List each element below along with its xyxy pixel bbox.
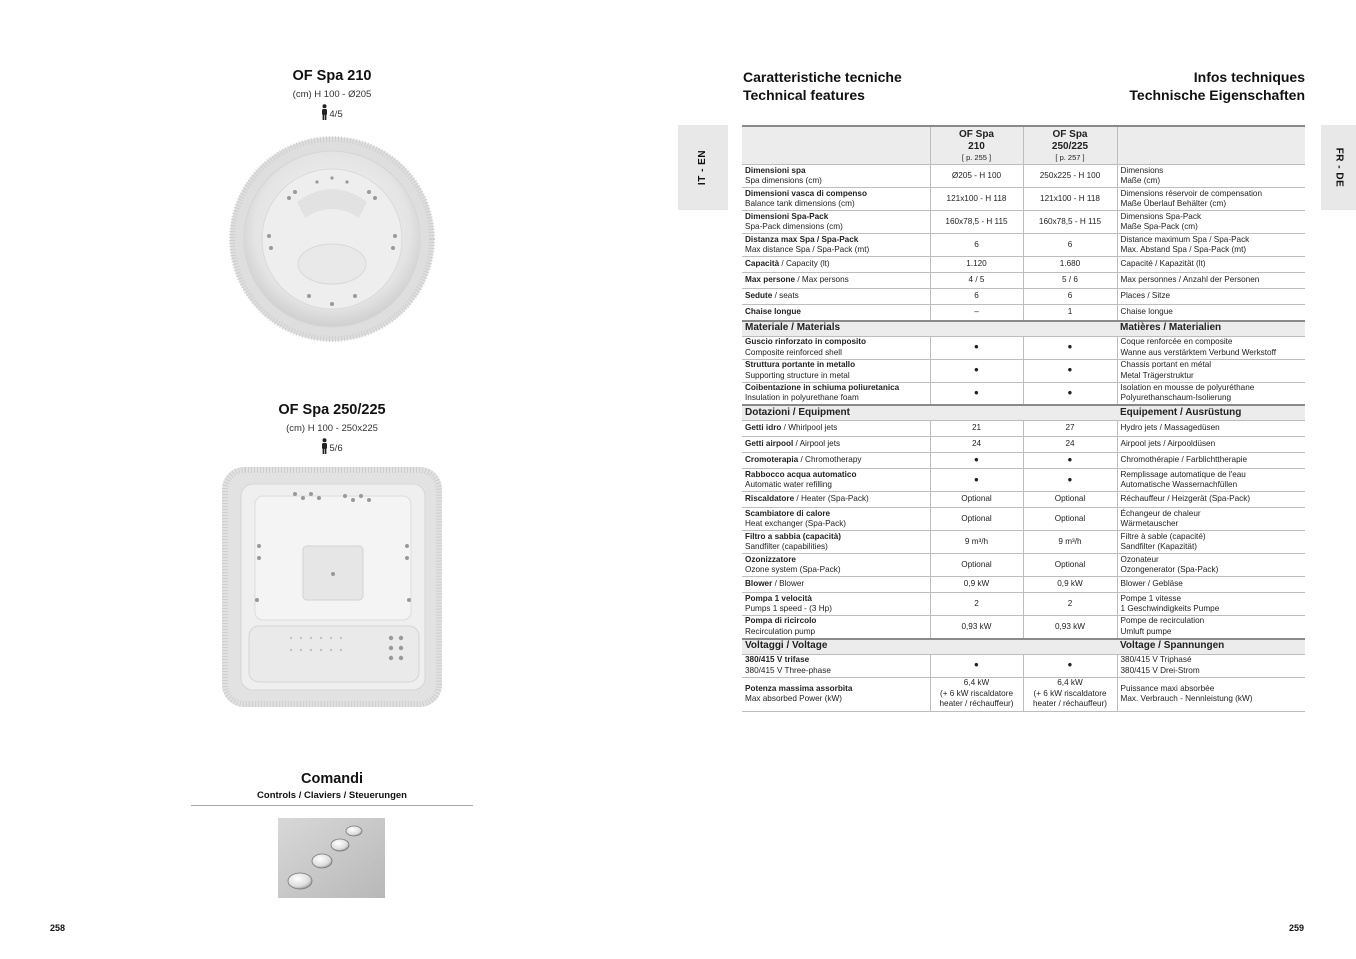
table-row [742,382,1305,405]
value-spa-250: 6 [1023,234,1117,257]
feature-italian: 380/415 V trifase [745,655,810,664]
tab-label: FR - DE [1333,147,1345,188]
value-spa-210: 121x100 - H 118 [930,188,1023,211]
feature-english: Supporting structure in metal [745,370,850,380]
table-row [742,234,1305,257]
value-spa-210: 2 [930,593,1023,616]
feature-french-german: Réchauffeur / Heizgerät (Spa-Pack) [1117,492,1305,508]
feature-label [742,554,930,577]
feature-french: Dimensions [1120,165,1164,175]
feature-german: Wanne aus verstärktem Verbund Werkstoff [1120,347,1276,357]
table-row [742,289,1305,305]
value-spa-250: ● [1023,654,1117,677]
controls-title: Comandi [300,771,364,787]
feature-italian: Max persone [745,275,796,285]
feature-french-german [1117,531,1305,554]
feature-french-german [1117,554,1305,577]
feature-italian: Pompa 1 velocità [745,593,812,603]
feature-german: Automatische Wassernachfüllen [1120,480,1238,489]
feature-italian: Getti airpool [745,439,794,449]
persons-capacity [232,438,432,454]
value-spa-250: 0,9 kW [1023,577,1117,593]
feature-french: Filtre à sable (capacité) [1120,531,1206,541]
value-spa-250: 0,93 kW [1023,616,1117,639]
feature-label [742,469,930,492]
section-title: Materiale / Materials [742,321,1117,337]
column-name: 210 [968,141,985,152]
feature-french-german: Max personnes / Anzahl der Personen [1117,273,1305,289]
table-row [742,273,1305,289]
feature-english: Automatic water refilling [745,480,832,489]
feature-french: Pompe de recirculation [1120,616,1205,626]
spec-table-body [742,165,1305,712]
column-header-spa-250 [1023,126,1117,165]
feature-english: / Blower [772,579,805,589]
value-spa-210: ● [930,359,1023,382]
feature-italian: Struttura portante in metallo [745,360,856,369]
product-title: OF Spa 250/225 [278,402,386,418]
table-row [742,188,1305,211]
value-spa-210: 1.120 [930,257,1023,273]
feature-english: Insulation in polyurethane foam [745,393,859,403]
feature-label [742,234,930,257]
feature-german: Wärmetauscher [1120,519,1179,528]
divider [191,805,473,806]
value-spa-250: 160x78,5 - H 115 [1023,211,1117,234]
value-spa-210: ● [930,469,1023,492]
feature-german: Maße (cm) [1120,176,1161,185]
table-row [742,257,1305,273]
feature-english: Ozone system (Spa-Pack) [745,565,841,574]
value-spa-210: 24 [930,437,1023,453]
feature-label [742,437,930,453]
feature-label [742,508,930,531]
feature-english: Pumps 1 speed - (3 Hp) [745,604,832,613]
feature-label [742,492,930,508]
value-spa-250: ● [1023,382,1117,405]
header-line: Infos techniques [1193,69,1305,85]
feature-english: Composite reinforced shell [745,347,842,357]
feature-english: / Chromotherapy [798,455,862,465]
feature-label [742,211,930,234]
feature-french: Puissance maxi absorbée [1120,683,1215,693]
value-spa-210: Optional [930,492,1023,508]
column-name: OF Spa [1052,129,1088,140]
feature-italian: Capacità [745,259,780,269]
feature-french: Dimensions Spa-Pack [1120,211,1202,221]
feature-french-german [1117,616,1305,639]
value-line: 6,4 kW [963,678,990,688]
section-title: Matières / Materialien [1117,321,1305,337]
feature-french: Coque renforcée en composite [1120,337,1233,346]
feature-french-german [1117,188,1305,211]
feature-english: Spa-Pack dimensions (cm) [745,222,843,231]
value-spa-210: 21 [930,421,1023,437]
feature-french-german: Capacité / Kapazität (lt) [1117,257,1305,273]
feature-french-german [1117,211,1305,234]
feature-french-german [1117,508,1305,531]
value-spa-210: ● [930,654,1023,677]
table-row [742,421,1305,437]
feature-french: Chassis portant en métal [1120,360,1212,369]
feature-english: / Capacity (lt) [779,259,830,269]
feature-french: Distance maximum Spa / Spa-Pack [1120,234,1250,244]
value-spa-210: 9 m³/h [930,531,1023,554]
feature-italian: Dimensioni Spa-Pack [745,211,829,221]
header-line: Technische Eigenschaften [1129,87,1305,103]
value-line: heater / réchauffeur) [1032,699,1108,709]
value-spa-210: 0,93 kW [930,616,1023,639]
value-spa-210: Optional [930,508,1023,531]
table-row [742,531,1305,554]
page-reference: [ p. 257 ] [1055,153,1085,162]
table-row [742,508,1305,531]
table-row [742,654,1305,677]
feature-english: / Max persons [795,275,849,285]
header-line: Technical features [743,87,865,103]
feature-italian: Guscio rinforzato in composito [745,337,866,346]
feature-label [742,305,930,321]
feature-label [742,165,930,188]
feature-label [742,336,930,359]
language-tab-it-en [678,125,728,210]
feature-italian: Cromoterapia [745,455,799,465]
value-spa-250: 1 [1023,305,1117,321]
feature-french-german: Chromothérapie / Farblichttherapie [1117,453,1305,469]
value-spa-210: ● [930,336,1023,359]
feature-french-german: Airpool jets / Airpooldüsen [1117,437,1305,453]
feature-italian: Chaise longue [745,307,801,316]
table-row [742,593,1305,616]
value-spa-250: 9 m³/h [1023,531,1117,554]
feature-italian: Distanza max Spa / Spa-Pack [745,234,859,244]
feature-german: Max. Abstand Spa / Spa-Pack (mt) [1120,245,1247,254]
feature-german: Maße Überlauf Behälter (cm) [1120,199,1227,208]
table-header-row [742,126,1305,165]
column-name: 250/225 [1051,141,1089,152]
column-header-spa-210 [930,126,1023,165]
person-icon [321,438,328,454]
section-header-row [742,639,1305,655]
value-spa-250: 1.680 [1023,257,1117,273]
feature-label [742,273,930,289]
feature-french-german: Blower / Gebläse [1117,577,1305,593]
feature-italian: Pompa di ricircolo [745,616,817,626]
persons-value: 4/5 [329,109,343,120]
feature-italian: Scambiatore di calore [745,508,831,518]
table-row [742,616,1305,639]
round-spa-image [229,136,435,342]
value-spa-210: – [930,305,1023,321]
page-number-left: 258 [50,923,66,933]
value-spa-210: 160x78,5 - H 115 [930,211,1023,234]
product-1-block [232,68,432,120]
value-spa-250: 250x225 - H 100 [1023,165,1117,188]
spec-table [742,125,1305,712]
feature-label [742,188,930,211]
feature-french-german [1117,336,1305,359]
feature-french-german: Chaise longue [1117,305,1305,321]
feature-english: Spa dimensions (cm) [745,176,822,185]
feature-label [742,257,930,273]
header-blank [1117,126,1305,165]
feature-italian: Coibentazione in schiuma poliuretanica [745,382,900,392]
feature-label [742,531,930,554]
feature-italian: Blower [745,579,773,589]
product-dimensions: (cm) H 100 - 250x225 [286,423,378,434]
value-spa-250: 24 [1023,437,1117,453]
value-spa-250: Optional [1023,492,1117,508]
feature-english: / Heater (Spa-Pack) [794,494,869,504]
feature-english: Recirculation pump [745,626,816,636]
feature-italian: Filtro a sabbia (capacità) [745,531,842,541]
feature-italian: Getti idro [745,423,782,433]
value-spa-210: 0,9 kW [930,577,1023,593]
feature-italian: Ozonizzatore [745,554,796,564]
table-row [742,469,1305,492]
feature-italian: Sedute [745,291,773,301]
value-line: 6,4 kW [1057,678,1083,688]
feature-french-german [1117,469,1305,492]
value-spa-210: 6 [930,289,1023,305]
feature-english: / seats [772,291,799,301]
section-title: Voltage / Spannungen [1117,639,1305,655]
feature-german: Umluft pumpe [1120,626,1172,636]
controls-image [278,818,385,898]
feature-label [742,421,930,437]
value-line: (+ 6 kW riscaldatore [939,688,1014,698]
table-row [742,677,1305,711]
table-row [742,336,1305,359]
value-spa-250: ● [1023,453,1117,469]
table-row [742,211,1305,234]
feature-english: Heat exchanger (Spa-Pack) [745,519,847,528]
value-spa-210: Optional [930,554,1023,577]
feature-italian: Dimensioni spa [745,165,806,175]
feature-french-german: Places / Sitze [1117,289,1305,305]
feature-french: Échangeur de chaleur [1120,508,1201,518]
feature-french-german [1117,382,1305,405]
value-spa-210: 6 [930,234,1023,257]
feature-german: Maße Spa-Pack (cm) [1120,222,1198,231]
table-row [742,305,1305,321]
section-header-row [742,405,1305,421]
feature-german: Metal Trägerstruktur [1120,370,1194,380]
table-row [742,453,1305,469]
value-spa-250: ● [1023,336,1117,359]
feature-english: 380/415 V Three-phase [745,665,831,675]
feature-italian: Riscaldatore [745,494,795,504]
section-header-row [742,321,1305,337]
feature-english: Max distance Spa / Spa-Pack (mt) [745,245,870,254]
table-row [742,577,1305,593]
feature-label [742,593,930,616]
feature-label [742,616,930,639]
value-spa-210: 4 / 5 [930,273,1023,289]
value-spa-250: Optional [1023,554,1117,577]
feature-label [742,359,930,382]
header-it-en [743,68,902,104]
feature-english: Balance tank dimensions (cm) [745,199,855,208]
tab-label: IT - EN [697,149,709,186]
controls-block [191,771,473,806]
feature-german: Ozongenerator (Spa-Pack) [1120,565,1219,574]
controls-subtitle: Controls / Claviers / Steuerungen [257,790,407,801]
feature-label [742,289,930,305]
header-fr-de [1005,68,1305,104]
value-line: heater / réchauffeur) [939,699,1014,709]
column-name: OF Spa [958,129,994,140]
value-spa-250: ● [1023,359,1117,382]
feature-english: Max absorbed Power (kW) [745,694,842,703]
feature-italian: Rabbocco acqua automatico [745,469,857,479]
feature-french: Dimensions réservoir de compensation [1120,188,1263,198]
value-spa-250: 27 [1023,421,1117,437]
persons-value: 5/6 [329,443,343,454]
persons-capacity [232,104,432,120]
feature-french: Pompe 1 vitesse [1120,593,1182,603]
table-row [742,165,1305,188]
feature-french: Isolation en mousse de polyuréthane [1120,382,1255,392]
table-row [742,492,1305,508]
value-spa-250 [1023,677,1117,711]
language-tab-fr-de [1321,125,1356,210]
feature-label [742,382,930,405]
table-row [742,554,1305,577]
section-title: Dotazioni / Equipment [742,405,1117,421]
product-2-block [232,402,432,454]
feature-german: 1 Geschwindigkeits Pumpe [1120,604,1220,613]
feature-french-german [1117,677,1305,711]
feature-french-german [1117,359,1305,382]
feature-label [742,654,930,677]
value-spa-250: 121x100 - H 118 [1023,188,1117,211]
value-spa-250: 2 [1023,593,1117,616]
table-row [742,437,1305,453]
feature-label [742,453,930,469]
page-reference: [ p. 255 ] [961,153,992,162]
section-title: Equipement / Ausrüstung [1117,405,1305,421]
value-spa-210: Ø205 - H 100 [930,165,1023,188]
feature-german: 380/415 V Drei-Strom [1120,665,1200,675]
feature-french-german [1117,654,1305,677]
product-dimensions: (cm) H 100 - Ø205 [292,89,372,100]
feature-french-german [1117,234,1305,257]
header-line: Caratteristiche tecniche [743,69,902,85]
feature-italian: Potenza massima assorbita [745,683,853,693]
feature-german: Sandfilter (Kapazität) [1120,542,1197,551]
feature-french-german [1117,593,1305,616]
value-spa-250: ● [1023,469,1117,492]
feature-french: Ozonateur [1120,554,1159,564]
feature-italian: Dimensioni vasca di compenso [745,188,867,198]
header-blank [742,126,930,165]
feature-english: / Airpool jets [793,439,841,449]
feature-french-german [1117,165,1305,188]
value-spa-210 [930,677,1023,711]
section-title: Voltaggi / Voltage [742,639,1117,655]
value-spa-250: 5 / 6 [1023,273,1117,289]
value-spa-210: ● [930,382,1023,405]
feature-german: Polyurethanschaum-Isolierung [1120,393,1232,403]
product-title: OF Spa 210 [292,68,372,84]
value-spa-210: ● [930,453,1023,469]
table-row [742,359,1305,382]
feature-french: Remplissage automatique de l'eau [1120,469,1246,479]
feature-german: Max. Verbrauch - Nennleistung (kW) [1120,694,1253,703]
feature-french: 380/415 V Triphasé [1120,655,1192,664]
feature-english: Sandfilter (capabilities) [745,542,828,551]
square-spa-image [221,466,443,708]
page-number-right: 259 [1289,923,1305,933]
feature-label [742,577,930,593]
value-line: (+ 6 kW riscaldatore [1033,688,1107,698]
value-spa-250: 6 [1023,289,1117,305]
value-spa-250: Optional [1023,508,1117,531]
person-icon [321,104,328,120]
feature-french-german: Hydro jets / Massagedüsen [1117,421,1305,437]
feature-label [742,677,930,711]
feature-english: / Whirlpool jets [781,423,838,433]
